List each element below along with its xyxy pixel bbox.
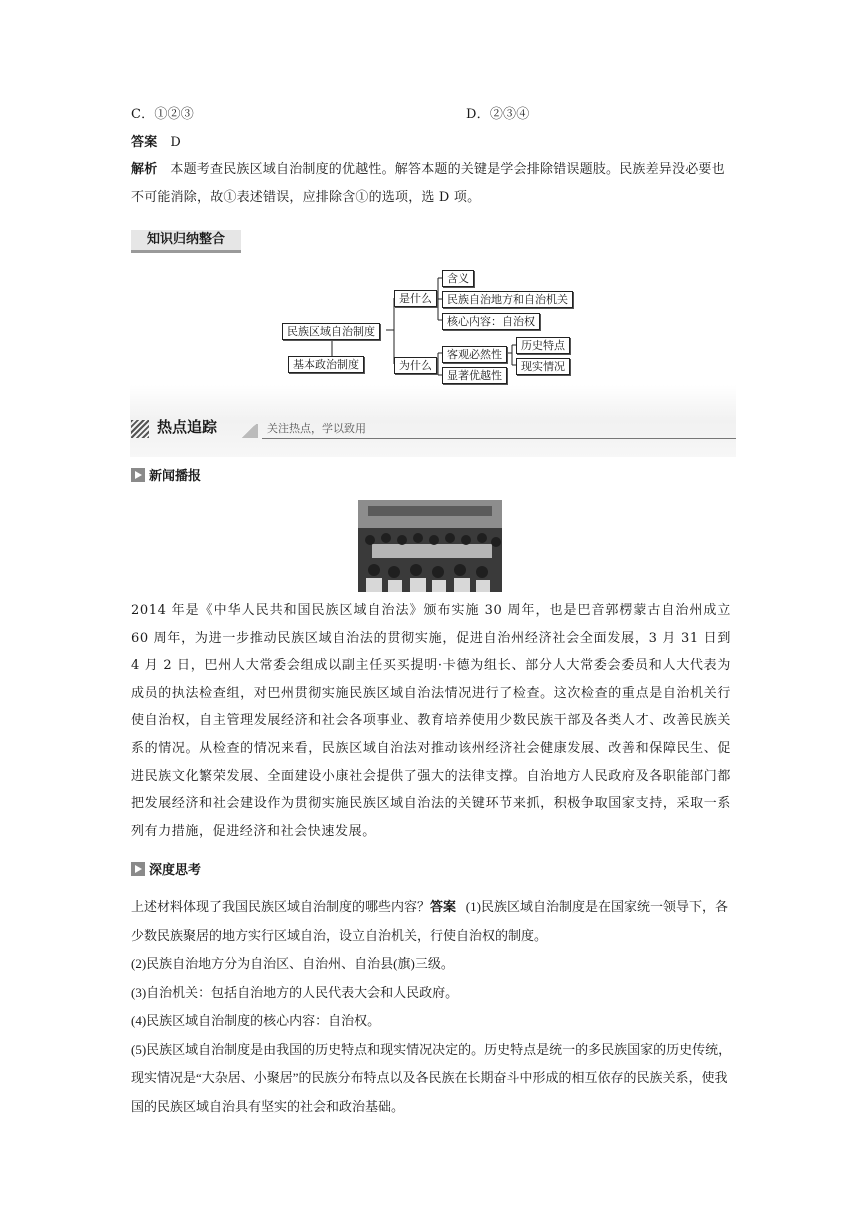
play-triangle-icon (131, 468, 145, 482)
deep-answer-label: 答案 (430, 899, 457, 914)
knowledge-summary-header: 知识归纳整合 (131, 230, 241, 253)
deep-point: (2)民族自治地方分为自治区、自治州、自治县(旗)三级。 (131, 956, 454, 971)
diagram-what-item: 核心内容：自治权 (442, 313, 540, 330)
deep-point: (3)自治机关：包括自治地方的人民代表大会和人民政府。 (131, 984, 459, 1000)
news-body-text: 2014 年是《中华人民共和国民族区域自治法》颁布实施 30 周年，也是巴音郭楞蒙古自治州成立 60 周年，为进一步推动民族区域自治法的贯彻实施，促进自治州经济社会全面发展，3 月 31 日到 4 月 2 日，巴州人大常委会组成以副主任买买提明·卡德为组长、部分人大常委会委员和人大代表为成员的执法检查组，对巴州贯彻实施民族区域自治法情况进行了检查。这次检查的重点是自治机关行使自治权，自主管理发展经济和社会各项事业、教育培养使用少数民族干部及各类人才、改善民族关系的情况。从检查的情况来看，民族区域自治法对推动该州经济社会健康发展、改善和保障民生、促进民族文化繁荣发展、全面建设小康社会提供了强大的法律支撑。自治地方人民政府及各职能部门都把发展经济和社会建设作为贯彻实施民族区域自治法的关键环节来抓，积极争取国家支持，采取一系列有力措施，促进经济和社会快速发展。 (131, 603, 731, 839)
hot-topic-title: 热点追踪 (157, 418, 218, 436)
diagram-necessity-item: 现实情况 (516, 358, 570, 375)
diagram-root-sub-node: 基本政治制度 (288, 356, 364, 373)
analysis-paragraph (131, 156, 731, 212)
analysis-text: 本题考查民族区域自治制度的优越性。解答本题的关键是学会排除错误题肢。民族差异没必要也不可能消除，故①表述错误，应排除含①的选项，选 D 项。 (131, 162, 725, 205)
analysis-label: 解析 (131, 162, 158, 177)
news-header-label: 新闻播报 (149, 469, 202, 484)
deep-point: (4)民族区域自治制度的核心内容：自治权。 (131, 1013, 381, 1028)
diagram-why-item: 显著优越性 (442, 367, 507, 384)
hot-topic-rule (262, 438, 736, 439)
answer-line (131, 129, 181, 157)
option-d: D．②③④ (466, 107, 530, 122)
answer-value: D (170, 135, 182, 150)
deep-point: (1)民族区域自治制度是在国家统一领导下，各少数民族聚居的地方实行区域自治，设立自治机关，行使自治权的制度。 (131, 899, 728, 943)
diagram-root-node: 民族区域自治制度 (282, 323, 380, 340)
hot-topic-band (130, 385, 736, 457)
diagram-why-item: 客观必然性 (442, 346, 507, 363)
wedge-decoration-icon (240, 424, 258, 438)
deep-question: 上述材料体现了我国民族区域自治制度的哪些内容？ (131, 899, 431, 914)
play-triangle-icon (131, 862, 145, 876)
diagram-what-item: 民族自治地方和自治机关 (442, 291, 573, 308)
option-c: C．①②③ (131, 107, 194, 122)
deep-thinking-header (131, 862, 201, 880)
diagram-what-item: 含义 (442, 270, 474, 287)
diagram-what-node: 是什么 (394, 290, 437, 307)
knowledge-diagram (280, 268, 590, 380)
answer-label: 答案 (131, 135, 158, 150)
hot-topic-subtitle: 关注热点，学以致用 (267, 422, 366, 435)
news-section-header (131, 468, 201, 486)
deep-point: (5)民族区域自治制度是由我国的历史特点和现实情况决定的。历史特点是统一的多民族国家的历史传统，现实情况是“大杂居、小聚居”的民族分布特点以及各民族在长期奋斗中形成的相互依存的民族关系，使我国的民族区域自治具有坚实的社会和政治基础。 (131, 1041, 732, 1114)
diagram-why-node: 为什么 (394, 357, 437, 374)
stripe-decoration-icon (131, 420, 149, 438)
meeting-photo-image (358, 500, 502, 592)
news-photo (358, 500, 502, 592)
deep-header-label: 深度思考 (149, 863, 202, 878)
deep-thinking-body (131, 893, 733, 1121)
diagram-necessity-item: 历史特点 (516, 337, 570, 354)
